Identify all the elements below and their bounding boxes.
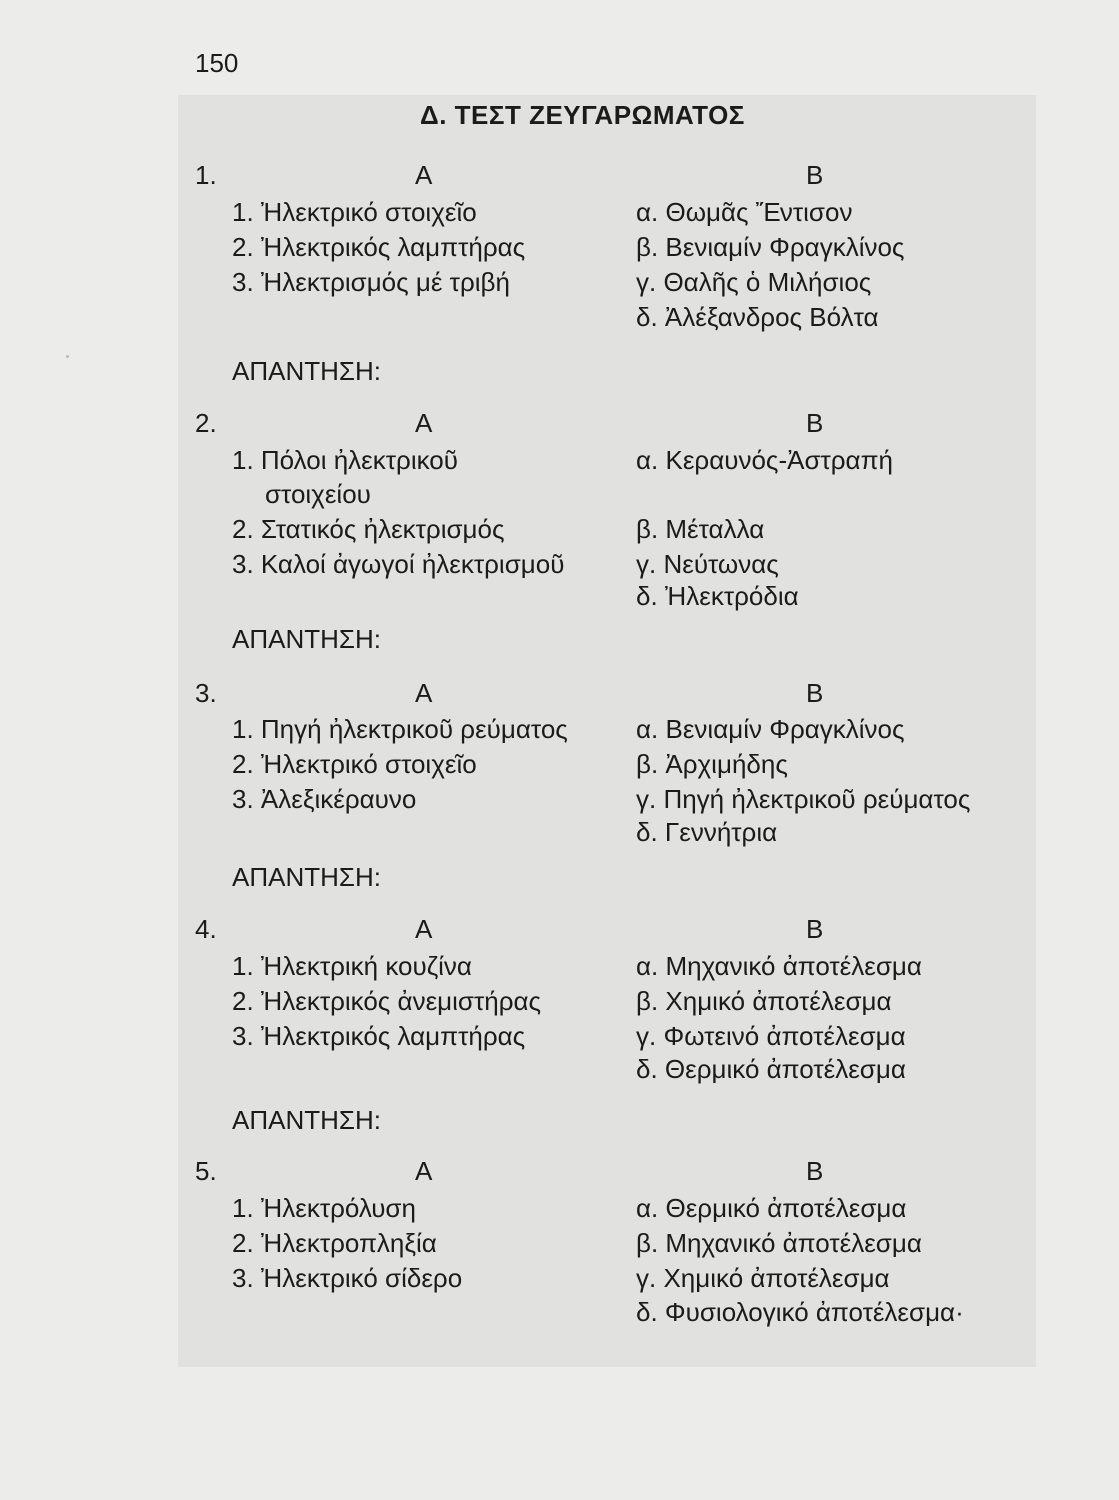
column-b-item: γ. Χημικό ἀποτέλεσμα xyxy=(636,1263,890,1293)
column-a-item: 1. Πόλοι ἠλεκτρικοῦ xyxy=(232,445,458,475)
column-a-item: 2. Στατικός ἠλεκτρισμός xyxy=(232,514,505,544)
column-b-item: δ. Θερμικό ἀποτέλεσμα xyxy=(636,1054,906,1084)
column-a-item: 2. Ἠλεκτρικός ἀνεμιστήρας xyxy=(232,986,542,1016)
column-b-item: δ. Ἀλέξανδρος Βόλτα xyxy=(636,302,879,332)
column-a-item: 2. Ἠλεκτροπληξία xyxy=(232,1228,437,1258)
column-a-item: 2. Ἠλεκτρικός λαμπτήρας xyxy=(232,232,526,262)
column-a-heading: Α xyxy=(415,408,433,438)
column-b-item: γ. Φωτεινό ἀποτέλεσμα xyxy=(636,1021,906,1051)
column-b-heading: Β xyxy=(806,914,824,944)
page-number: 150 xyxy=(195,48,239,78)
exercise-number: 1. xyxy=(195,160,217,190)
answer-label: ΑΠΑΝΤΗΣΗ: xyxy=(232,356,381,386)
column-b-item: α. Θερμικό ἀποτέλεσμα xyxy=(636,1193,907,1223)
exercise-number: 5. xyxy=(195,1156,217,1186)
column-a-heading: Α xyxy=(415,160,433,190)
column-b-heading: Β xyxy=(806,160,824,190)
column-b-item: γ. Νεύτωνας xyxy=(636,549,779,579)
column-b-item: δ. Γεννήτρια xyxy=(636,817,778,847)
column-a-item: 1. Ἠλεκτρικό στοιχεῖο xyxy=(232,197,477,227)
column-a-item: 2. Ἠλεκτρικό στοιχεῖο xyxy=(232,749,477,779)
column-b-heading: Β xyxy=(806,678,824,708)
column-a-item: 3. Ἠλεκτρικό σίδερο xyxy=(232,1263,463,1293)
exercise-number: 2. xyxy=(195,408,217,438)
column-b-heading: Β xyxy=(806,408,824,438)
column-a-item: 3. Ἠλεκτρικός λαμπτήρας xyxy=(232,1021,526,1051)
column-b-item: γ. Πηγή ἠλεκτρικοῦ ρεύματος xyxy=(636,784,971,814)
column-b-item: β. Βενιαμίν Φραγκλίνος xyxy=(636,232,905,262)
exercise-number: 4. xyxy=(195,914,217,944)
column-a-item: 1. Ἠλεκτρική κουζίνα xyxy=(232,951,472,981)
column-b-item: α. Βενιαμίν Φραγκλίνος xyxy=(636,714,905,744)
answer-label: ΑΠΑΝΤΗΣΗ: xyxy=(232,1105,381,1135)
column-b-heading: Β xyxy=(806,1156,824,1186)
column-b-item: β. Μηχανικό ἀποτέλεσμα xyxy=(636,1228,922,1258)
paper-speck xyxy=(66,355,69,358)
column-b-item: β. Μέταλλα xyxy=(636,514,765,544)
column-a-heading: Α xyxy=(415,678,433,708)
column-b-item: α. Μηχανικό ἀποτέλεσμα xyxy=(636,951,922,981)
column-a-item: 3. Ἠλεκτρισμός μέ τριβή xyxy=(232,267,510,297)
exercise-number: 3. xyxy=(195,678,217,708)
column-a-heading: Α xyxy=(415,914,433,944)
answer-label: ΑΠΑΝΤΗΣΗ: xyxy=(232,862,381,892)
column-b-item: δ. Φυσιολογικό ἀποτέλεσμα· xyxy=(636,1297,964,1327)
column-b-item: β. Χημικό ἀποτέλεσμα xyxy=(636,986,892,1016)
column-a-heading: Α xyxy=(415,1156,433,1186)
column-a-item: 3. Καλοί ἀγωγοί ἠλεκτρισμοῦ xyxy=(232,549,565,579)
column-b-item: β. Ἀρχιμήδης xyxy=(636,749,788,779)
page-title: Δ. ΤΕΣΤ ΖΕΥΓΑΡΩΜΑΤΟΣ xyxy=(420,100,745,130)
column-b-item: γ. Θαλῆς ὁ Μιλήσιος xyxy=(636,267,872,297)
column-a-item: 1. Πηγή ἠλεκτρικοῦ ρεύματος xyxy=(232,714,568,744)
column-b-item: α. Θωμᾶς Ἔντισον xyxy=(636,197,853,227)
column-a-item: 1. Ἠλεκτρόλυση xyxy=(232,1193,416,1223)
column-a-item: 3. Ἀλεξικέραυνο xyxy=(232,784,417,814)
column-b-item: δ. Ἠλεκτρόδια xyxy=(636,581,799,611)
column-a-item-continuation: στοιχείου xyxy=(265,479,371,509)
answer-label: ΑΠΑΝΤΗΣΗ: xyxy=(232,624,381,654)
column-b-item: α. Κεραυνός-Ἀστραπή xyxy=(636,445,893,475)
